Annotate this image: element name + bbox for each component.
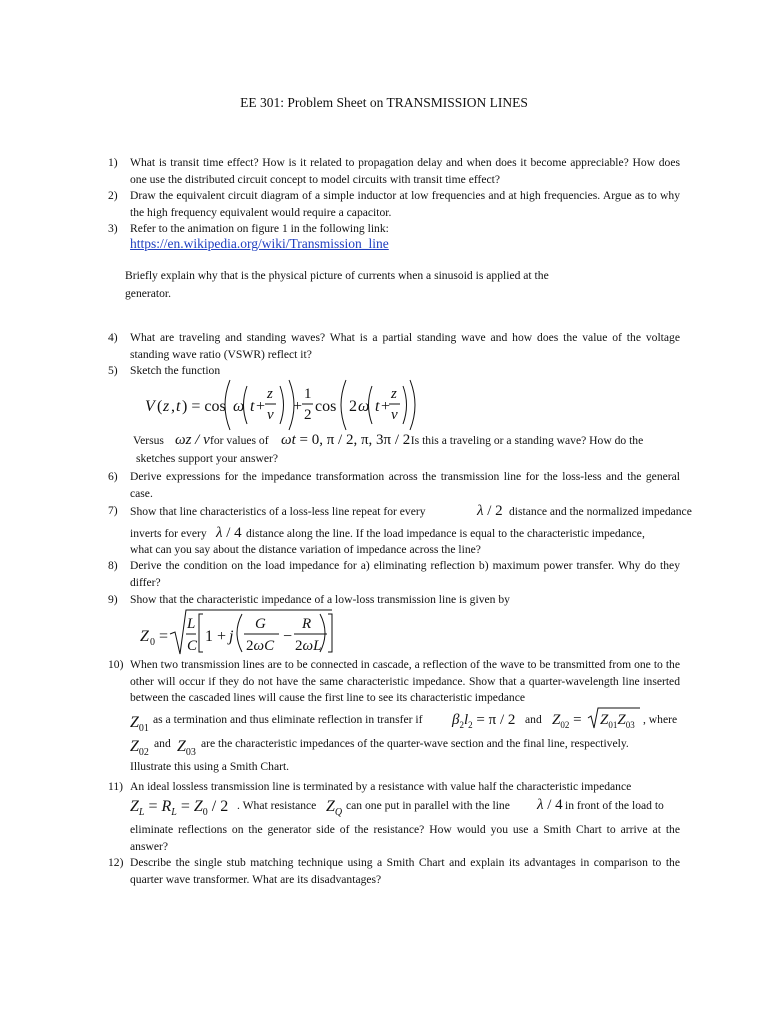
svg-text:=: = [159, 628, 169, 645]
q11-lambda-quarter: λ / 4 [537, 797, 563, 813]
q11-line2b: can one put in parallel with the line [346, 799, 510, 812]
svg-text:z: z [267, 386, 273, 402]
svg-text:V: V [145, 398, 155, 415]
svg-text:z: z [163, 398, 170, 415]
q7-lambda-half: λ / 2 [477, 503, 503, 519]
question-12: 12) Describe the single stub matching technique using a Smith Chart and explain its advantages in comparison to the quarter wave transformer. What are its disadvantages? [108, 856, 680, 886]
svg-text:z: z [391, 386, 397, 402]
svg-text:2ωL: 2ωL [295, 638, 322, 654]
svg-text:L: L [187, 616, 196, 632]
svg-text:t: t [176, 398, 181, 415]
question-3-paragraph: Briefly explain why that is the physical picture of currents when a sinusoid is applied at the generator. [125, 269, 549, 300]
svg-text:+: + [293, 398, 303, 415]
question-4: 4) What are traveling and standing waves? What is a partial standing wave and how does the value of the voltage standing wave ratio (VSWR) reflect it? [108, 331, 680, 361]
q11-load-condition: $Z_L = R_L = Z_0 / 2$ [130, 798, 229, 818]
q10-z02-equation [552, 708, 640, 730]
q10-line2a: as a termination and thus eliminate reflection in transfer if [153, 713, 423, 726]
q7-line2b: distance along the line. If the load impedance is equal to the characteristic impedance, [246, 527, 645, 540]
svg-text:ω: ω [233, 398, 245, 415]
question-6: 6) Derive expressions for the impedance transformation across the transmission line for the loss-less and the general case. [108, 470, 680, 500]
q5-for-values-label: for values of [210, 434, 269, 447]
svg-text:+: + [256, 398, 266, 415]
svg-text:1: 1 [304, 386, 312, 402]
svg-text:−: − [283, 628, 293, 645]
svg-text:Z01Z03: $Z_{01}Z_{03}$ [600, 712, 635, 730]
q7-line3: what can you say about the distance variation of impedance across the line? [130, 543, 481, 556]
svg-text:2: 2 [304, 407, 312, 423]
question-3: 3) Refer to the animation on figure 1 in the following link: [108, 222, 389, 235]
q7-lambda-quarter: λ / 4 [216, 525, 242, 541]
svg-text:cos: cos [315, 398, 337, 415]
svg-text:v: v [267, 407, 274, 423]
svg-text:2: 2 [349, 398, 357, 415]
svg-text:G: G [255, 616, 266, 632]
question-11-continuation: eliminate reflections on the generator side of the resistance? How would you use a Smith Chart to arrive at the answer? [130, 823, 680, 853]
svg-text:j: j [229, 628, 234, 645]
question-11: 11) An ideal lossless transmission line is terminated by a resistance with value half the characteristic impedance [108, 780, 632, 793]
q10-line4: Illustrate this using a Smith Chart. [130, 760, 290, 773]
svg-text:(: ( [157, 398, 163, 415]
svg-text:Z02 =: $Z_{02}$ = [552, 712, 582, 730]
question-2: 2) Draw the equivalent circuit diagram of a simple inductor at low frequencies and at high frequencies. Argue as to why the high frequency equivalent would require a capacitor. [108, 189, 680, 219]
q5-versus-label: Versus [133, 434, 164, 447]
svg-text:t: t [250, 398, 255, 415]
q11-line2c: in front of the load to [565, 799, 664, 812]
svg-text:2ωC: 2ωC [246, 638, 275, 654]
q10-line2b: and [525, 713, 542, 726]
question-5: 5) Sketch the function [108, 364, 221, 377]
q5-question: . Is this a traveling or a standing wave? How do the [405, 434, 644, 447]
question-9: 9) Show that the characteristic impedance of a low-loss transmission line is given by [108, 593, 510, 606]
svg-text:R: R [302, 616, 312, 632]
q5-continuation: sketches support your answer? [136, 452, 278, 465]
svg-text:ω: ω [358, 398, 370, 415]
question-10: 10) When two transmission lines are to be connected in cascade, a reflection of the wave to be transmitted from one to the other will occur if they do not have the same characteristic impedance. Show that a quarter-wavelength line inserted between the cascaded lines will cause the first line to see its characteristic impedance [108, 658, 680, 705]
wikipedia-link[interactable]: https://en.wikipedia.org/wiki/Transmission_line [130, 236, 389, 251]
q11-line2a: . What resistance [237, 799, 317, 812]
svg-text:1 +: 1 + [205, 628, 227, 645]
question-8: 8) Derive the condition on the load impedance for a) eliminating reflection b) maximum power transfer. Why do they differ? [108, 559, 680, 589]
q7-line1a: Show that line characteristics of a loss-less line repeat for every [130, 505, 426, 518]
svg-text:0: 0 [150, 637, 155, 648]
svg-text:,: , [171, 398, 175, 415]
q11-zq: $Z_Q$ [326, 798, 343, 818]
q7-line1b: distance and the normalized impedance [509, 505, 692, 518]
svg-text:) = cos: ) = cos [182, 398, 226, 415]
q10-z03: $Z_{03}$ [177, 738, 196, 758]
q9-characteristic-impedance-equation [140, 610, 332, 654]
page-title: EE 301: Problem Sheet on TRANSMISSION LINES [240, 95, 528, 110]
svg-text:v: v [391, 407, 398, 423]
q5-function-equation [145, 380, 415, 430]
svg-text:+: + [381, 398, 391, 415]
svg-text:C: C [187, 638, 198, 654]
q10-line3a: and [154, 737, 171, 750]
question-1: 1) What is transit time effect? How is it related to propagation delay and when does it become appreciable? How does one use the distributed circuit concept to model circuits with transit time effect? [108, 156, 680, 186]
q10-beta-condition: $\beta_2l_2 = \pi / 2$ [452, 712, 516, 730]
q7-line2a: inverts for every [130, 527, 207, 540]
q10-line2c: , where [643, 713, 678, 726]
q5-omega-t-values: ωt = 0, π / 2, π, 3π / 2 [281, 432, 411, 448]
q10-z01: $Z_{01}$ [130, 714, 149, 734]
q10-z02: $Z_{02}$ [130, 738, 149, 758]
q5-omega-z-over-v: ωz / v [175, 432, 210, 448]
q10-line3b: are the characteristic impedances of the quarter-wave section and the final line, respectively. [201, 737, 629, 750]
svg-text:t: t [375, 398, 380, 415]
svg-text:Z: Z [140, 628, 149, 645]
